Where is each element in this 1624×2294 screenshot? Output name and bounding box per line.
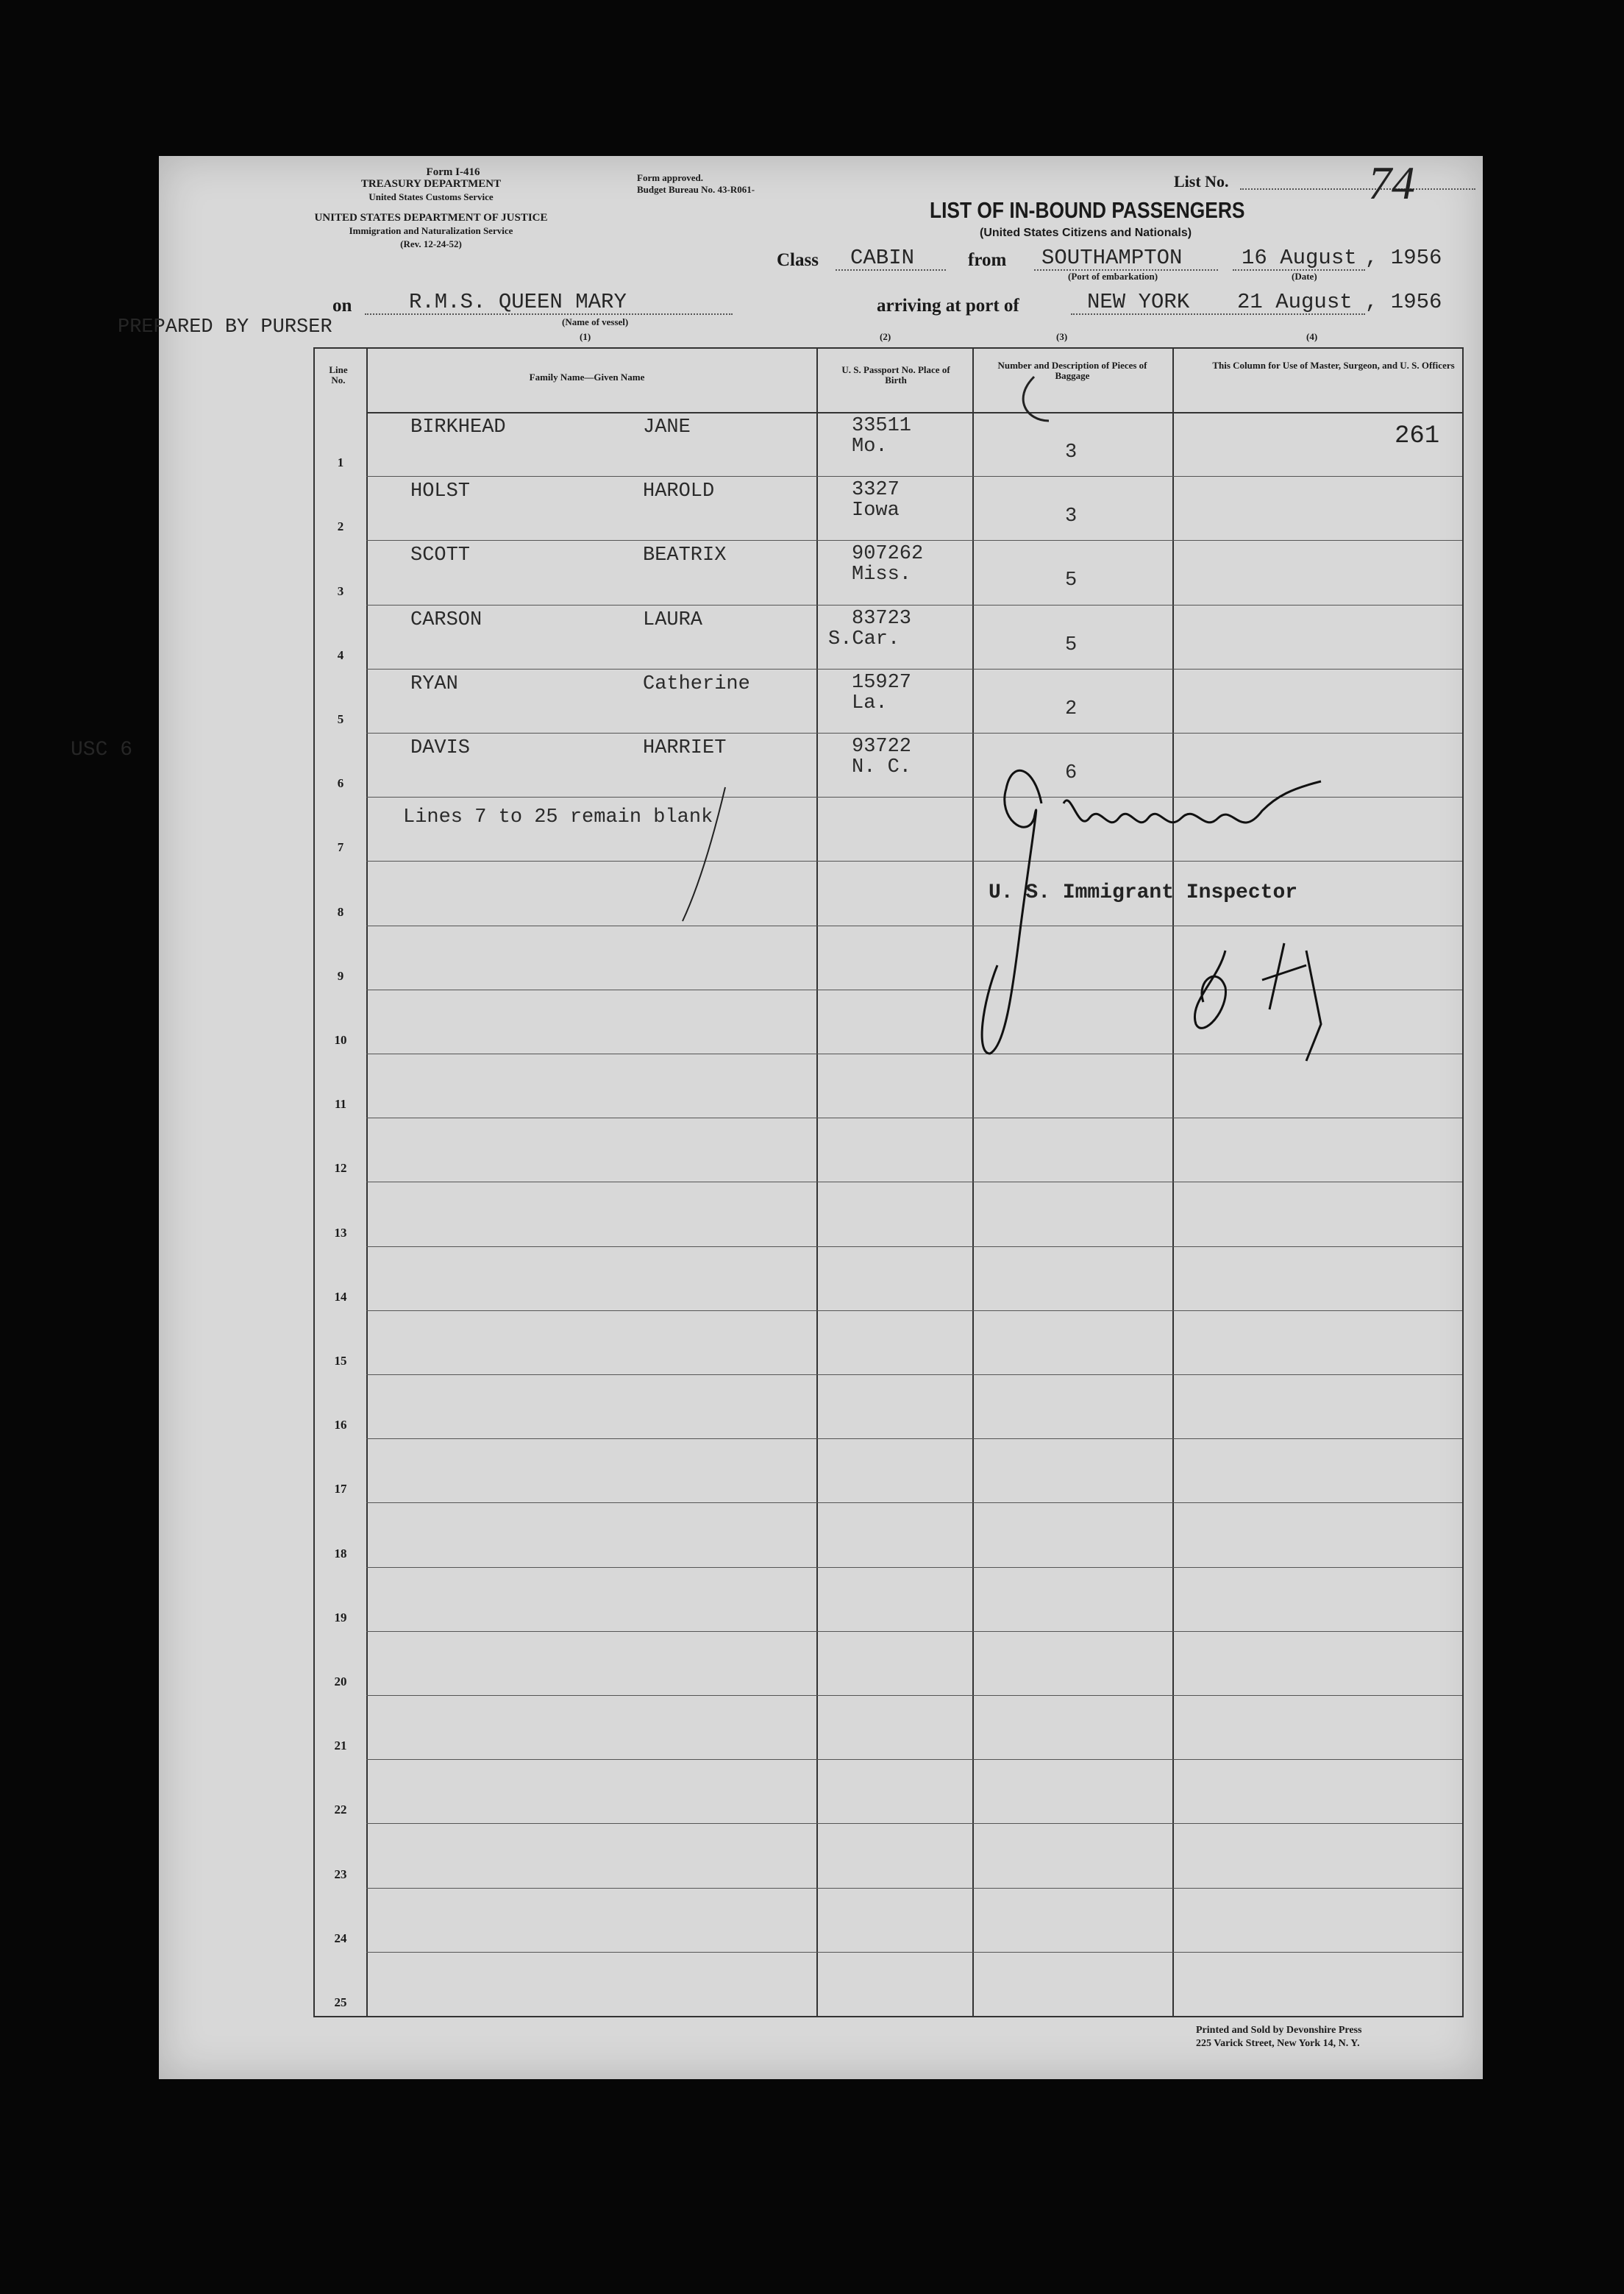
line-number: 1 [337,455,344,470]
passenger-family-name: DAVIS [410,737,471,759]
form-approved: Form approved. [637,172,704,183]
line-number: 11 [334,1097,347,1112]
line-number: 15 [334,1354,347,1368]
printer-address: 225 Varick Street, New York 14, N. Y. [1196,2038,1360,2049]
inspector-title: U. S. Immigrant Inspector [989,881,1298,904]
signature-icon [159,156,1483,2079]
col-num-4: (4) [1306,331,1318,342]
class-label: Class [777,250,819,270]
blank-note: Lines 7 to 25 remain blank [403,806,713,828]
baggage-count: 3 [1065,505,1078,528]
budget-bureau: Budget Bureau No. 43-R061- [637,184,755,195]
arrival-date: 21 August [1237,290,1353,314]
line-number: 2 [337,519,344,534]
passenger-given-name: JANE [643,416,691,438]
passenger-family-name: BIRKHEAD [410,416,506,438]
line-number: 8 [337,904,344,919]
place-of-birth: Iowa [852,500,900,522]
place-of-birth: Miss. [852,564,912,586]
date-caption: (Date) [1292,271,1317,282]
passport-number: 93722 [852,736,912,758]
col-num-2: (2) [880,331,891,342]
place-of-birth: N. C. [852,756,912,778]
customs-service: United States Customs Service [368,191,494,202]
class-value: CABIN [850,246,915,270]
list-no-value: 74 [1368,157,1415,209]
vessel-caption: (Name of vessel) [562,316,629,327]
prepared-by: PREPARED BY PURSER [118,316,332,338]
passport-number: 83723 [852,607,912,630]
from-value: SOUTHAMPTON [1041,246,1183,270]
form-title: LIST OF IN-BOUND PASSENGERS [930,197,1245,223]
revision-date: (Rev. 12-24-52) [400,238,462,249]
line-number: 24 [334,1931,347,1945]
treasury-dept: TREASURY DEPARTMENT [360,178,502,190]
header-baggage: Number and Description of Pieces of Baggage [997,360,1147,381]
baggage-count: 6 [1065,762,1078,784]
printer-name: Printed and Sold by Devonshire Press [1196,2025,1362,2036]
on-label: on [332,296,352,316]
passport-number: 33511 [852,415,912,437]
header-line-no: Line No. [329,364,348,386]
line-number: 22 [334,1803,347,1817]
date-year: , 1956 [1365,246,1442,270]
passenger-given-name: LAURA [643,608,703,631]
from-label: from [968,250,1007,270]
passenger-family-name: RYAN [410,672,458,695]
line-number: 14 [334,1289,347,1304]
arriving-label: arriving at port of [877,296,1019,316]
baggage-count: 5 [1065,633,1078,656]
manifest-sheet [71,156,1483,2079]
passenger-given-name: HARRIET [643,737,727,759]
place-of-birth: Mo. [852,436,888,458]
line-number: 5 [337,712,344,726]
header-officers: This Column for Use of Master, Surgeon, and U. S. Officers [1212,360,1455,371]
arrival-port: NEW YORK [1087,290,1190,314]
form-id: Form I-416 [426,166,480,178]
line-number: 20 [334,1675,347,1688]
list-no-label: List No. [1174,172,1229,191]
side-note: USC 6 [71,739,133,761]
line-number: 21 [334,1739,347,1753]
line-number: 3 [337,583,344,598]
baggage-count: 5 [1065,569,1078,592]
ins-service: Immigration and Naturalization Service [349,225,513,236]
line-number: 9 [337,968,344,983]
line-number: 16 [334,1418,347,1432]
passport-number: 15927 [852,671,912,694]
line-number: 6 [337,776,344,791]
place-of-birth: La. [852,692,888,714]
baggage-count: 2 [1065,697,1078,720]
port-caption: (Port of embarkation) [1068,271,1158,282]
col-num-1: (1) [580,331,591,342]
passenger-given-name: Catherine [643,672,750,695]
passenger-given-name: HAROLD [643,480,715,503]
vessel-value: R.M.S. QUEEN MARY [409,290,627,314]
passenger-family-name: CARSON [410,608,482,631]
passenger-given-name: BEATRIX [643,544,727,567]
passport-number: 907262 [852,543,924,566]
baggage-count: 3 [1065,441,1078,464]
justice-dept: UNITED STATES DEPARTMENT OF JUSTICE [314,212,548,224]
passenger-family-name: HOLST [410,480,471,503]
form-subtitle: (United States Citizens and Nationals) [980,227,1192,239]
line-number: 12 [334,1161,347,1176]
date-value: 16 August [1242,246,1357,270]
header-passport: U. S. Passport No. Place of Birth [841,364,950,386]
line-number: 17 [334,1482,347,1496]
line-number: 18 [334,1546,347,1560]
passport-number: 3327 [852,479,900,502]
line-number: 7 [337,840,344,855]
header-name: Family Name—Given Name [529,372,645,383]
line-number: 10 [334,1033,347,1047]
place-of-birth: S.Car. [828,628,900,650]
arrival-year: , 1956 [1365,290,1442,314]
line-number: 4 [337,647,344,662]
officer-note: 261 [1395,422,1440,450]
line-number: 25 [334,1995,347,2009]
passenger-family-name: SCOTT [410,544,471,567]
line-number: 19 [334,1610,347,1624]
line-number: 23 [334,1867,347,1881]
col-num-3: (3) [1056,331,1068,342]
line-number: 13 [334,1225,347,1240]
